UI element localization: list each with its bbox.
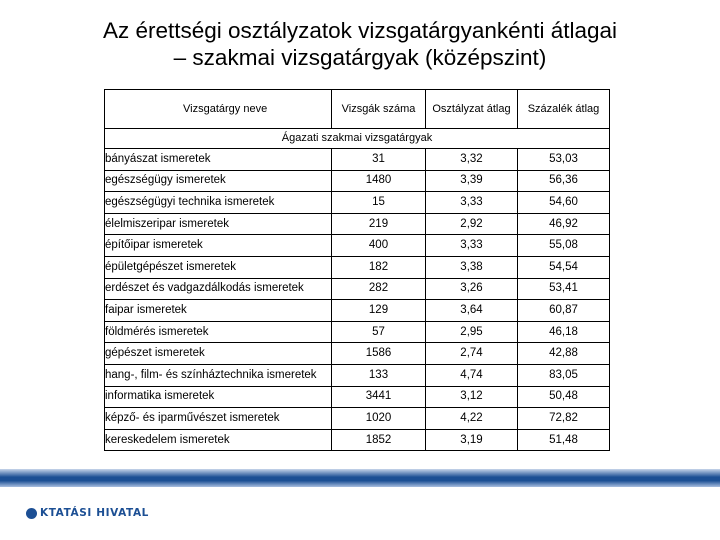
table-row [105,192,610,214]
cell-exam-count: 1020 [332,408,426,430]
table-row [105,429,610,451]
cell-percent-average: 72,82 [518,408,610,430]
cell-exam-count: 57 [332,321,426,343]
cell-percent-average: 54,54 [518,256,610,278]
cell-exam-count: 133 [332,364,426,386]
cell-exam-count: 219 [332,213,426,235]
cell-percent-average: 42,88 [518,343,610,365]
cell-grade-average: 2,74 [426,343,518,365]
section-label: Ágazati szakmai vizsgatárgyak [105,129,610,149]
table-row [105,235,610,257]
cell-percent-average: 54,60 [518,192,610,214]
cell-grade-average: 2,95 [426,321,518,343]
cell-grade-average: 3,32 [426,149,518,171]
header-row [105,90,610,129]
cell-grade-average: 3,33 [426,235,518,257]
cell-grade-average: 3,39 [426,170,518,192]
cell-exam-count: 400 [332,235,426,257]
table-row [105,170,610,192]
table-row [105,386,610,408]
table-row [105,408,610,430]
logo-circle-icon [26,508,37,519]
cell-subject: képző- és iparművészet ismeretek [105,408,332,430]
table-row [105,321,610,343]
cell-subject: informatika ismeretek [105,386,332,408]
cell-grade-average: 3,12 [426,386,518,408]
header-exam-count: Vizsgák száma [332,90,426,129]
cell-percent-average: 56,36 [518,170,610,192]
cell-subject: kereskedelem ismeretek [105,429,332,451]
header-percent-average: Százalék átlag [518,90,610,129]
table-row [105,213,610,235]
slide-title [0,17,720,71]
title-line-2: – szakmai vizsgatárgyak (középszint) [173,45,547,70]
cell-percent-average: 53,03 [518,149,610,171]
table-row [105,149,610,171]
cell-subject: faipar ismeretek [105,300,332,322]
cell-exam-count: 15 [332,192,426,214]
cell-percent-average: 60,87 [518,300,610,322]
cell-exam-count: 129 [332,300,426,322]
cell-grade-average: 3,33 [426,192,518,214]
cell-subject: gépészet ismeretek [105,343,332,365]
table-row [105,343,610,365]
footer-band [0,469,720,487]
table-row [105,364,610,386]
table-row [105,256,610,278]
title-line-1: Az érettségi osztályzatok vizsgatárgyankénti átlagai [102,18,618,43]
section-row [105,129,610,149]
table-row [105,278,610,300]
cell-grade-average: 3,38 [426,256,518,278]
cell-percent-average: 46,92 [518,213,610,235]
header-subject: Vizsgatárgy neve [105,90,332,129]
cell-exam-count: 182 [332,256,426,278]
table-body [105,149,610,451]
table-row [105,300,610,322]
cell-grade-average: 4,74 [426,364,518,386]
cell-subject: egészségügy ismeretek [105,170,332,192]
cell-percent-average: 46,18 [518,321,610,343]
cell-subject: egészségügyi technika ismeretek [105,192,332,214]
cell-percent-average: 50,48 [518,386,610,408]
cell-exam-count: 1586 [332,343,426,365]
cell-percent-average: 83,05 [518,364,610,386]
cell-subject: épületgépészet ismeretek [105,256,332,278]
header-grade-average: Osztályzat átlag [426,90,518,129]
cell-grade-average: 4,22 [426,408,518,430]
cell-exam-count: 282 [332,278,426,300]
averages-table [104,89,610,451]
cell-grade-average: 2,92 [426,213,518,235]
cell-subject: erdészet és vadgazdálkodás ismeretek [105,278,332,300]
cell-subject: földmérés ismeretek [105,321,332,343]
cell-exam-count: 31 [332,149,426,171]
cell-subject: építőipar ismeretek [105,235,332,257]
cell-percent-average: 53,41 [518,278,610,300]
logo-text: KTATÁSI HIVATAL [40,507,149,519]
cell-percent-average: 51,48 [518,429,610,451]
cell-grade-average: 3,26 [426,278,518,300]
cell-subject: hang-, film- és színháztechnika ismeretek [105,364,332,386]
cell-exam-count: 1480 [332,170,426,192]
cell-exam-count: 1852 [332,429,426,451]
cell-subject: bányászat ismeretek [105,149,332,171]
cell-grade-average: 3,19 [426,429,518,451]
oktatasi-hivatal-logo [26,505,149,521]
cell-grade-average: 3,64 [426,300,518,322]
cell-exam-count: 3441 [332,386,426,408]
cell-percent-average: 55,08 [518,235,610,257]
cell-subject: élelmiszeripar ismeretek [105,213,332,235]
